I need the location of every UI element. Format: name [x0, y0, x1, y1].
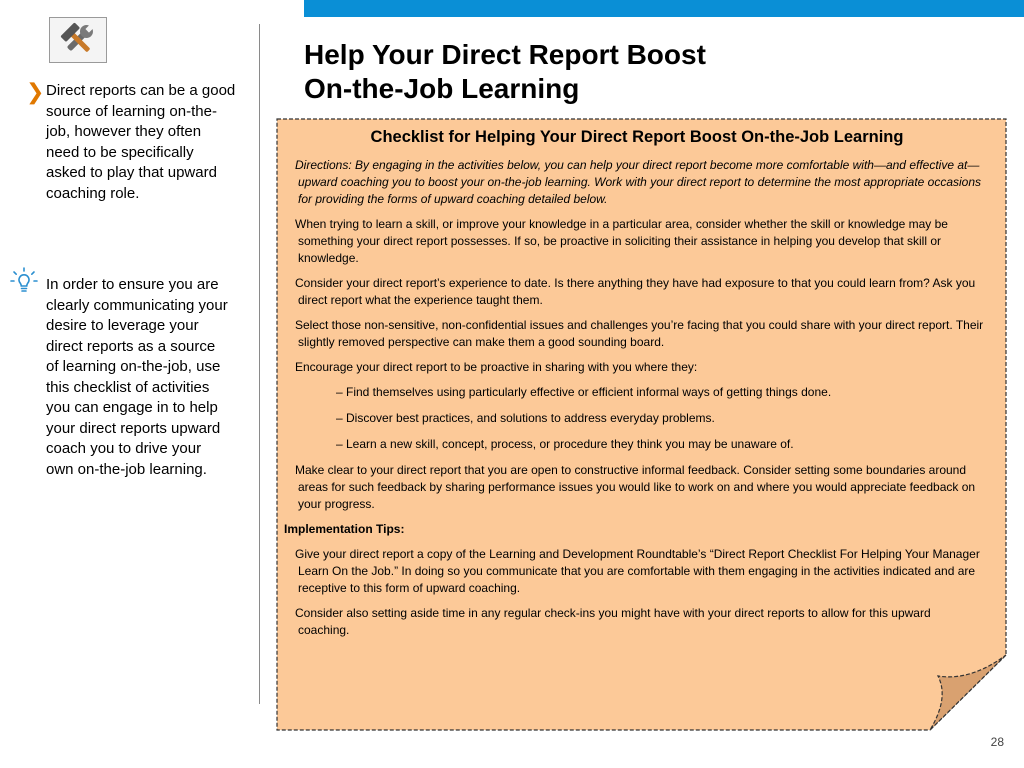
implementation-tip-1: Give your direct report a copy of the Learning and Development Roundtable’s “Direct Report Checklist For Helping Your Manager Learn On the Job.” In doing so you communicate that you are comfortable with them engaging in the activities indicated and are receptive to this form of upward coaching. — [295, 547, 980, 595]
page-title — [304, 38, 864, 106]
checklist-item-1: When trying to learn a skill, or improve your knowledge in a particular area, consider whether the skill or knowledge may be something your direct report possesses. If so, be proactive in soliciting their assistance in helping you develop that skill or knowledge. — [295, 217, 948, 265]
chevron-right-icon: ❯ — [26, 79, 45, 104]
checklist-title: Checklist for Helping Your Direct Report Boost On-the-Job Learning — [370, 128, 904, 146]
sidebar-note-1: Direct reports can be a good source of learning on-the-job, however they often need to be specifically asked to play that upward coaching role. — [46, 82, 236, 202]
checklist-subitem-2: – Discover best practices, and solutions to address everyday problems. — [336, 411, 715, 425]
sidebar-note-2: In order to ensure you are clearly communicating your desire to leverage your direct reports as a source of learning on-the-job, use this checklist of activities you can engage in to help your direct reports upward coach you to drive your own on-the-job learning. — [46, 276, 228, 478]
checklist-item-3: Select those non-sensitive, non-confidential issues and challenges you’re facing that you could share with your direct report. Their slightly removed perspective can make them a good sounding board. — [295, 318, 984, 349]
checklist-item-5: Make clear to your direct report that you are open to constructive informal feedback. Consider setting some boundaries around areas for such feedback by sharing performance issues you would like to work on and where you would appreciate feedback on your progress. — [295, 463, 976, 511]
implementation-heading: Implementation Tips: — [284, 522, 405, 536]
checklist-subitem-3: – Learn a new skill, concept, process, or procedure they think you may be unaware of. — [336, 437, 794, 451]
implementation-tip-2: Consider also setting aside time in any regular check-ins you might have with your direct reports to allow for this upward coaching. — [295, 606, 931, 637]
tools-icon — [49, 17, 107, 63]
checklist — [284, 126, 984, 647]
checklist-item-4: Encourage your direct report to be proactive in sharing with you where they: — [295, 360, 698, 374]
accent-bar — [304, 0, 1024, 17]
page-title-line-2: On-the-Job Learning — [304, 73, 580, 104]
checklist-item-2: Consider your direct report’s experience to date. Is there anything they have had exposure to that you could learn from? Ask you direct report what the experience taught them. — [295, 276, 976, 307]
lightbulb-icon — [9, 266, 39, 301]
sidebar-divider — [259, 24, 260, 704]
checklist-directions: Directions: By engaging in the activities below, you can help your direct report become more comfortable with—and effective at—upward coaching you to boost your on-the-job learning. Work with your direct report to determine the most appropriate occasions for providing the forms of upward coaching detailed below. — [295, 158, 982, 206]
page-title-line-1: Help Your Direct Report Boost — [304, 39, 706, 70]
checklist-subitem-1: – Find themselves using particularly effective or efficient informal ways of getting things done. — [336, 385, 832, 399]
page-number: 28 — [990, 735, 1004, 749]
